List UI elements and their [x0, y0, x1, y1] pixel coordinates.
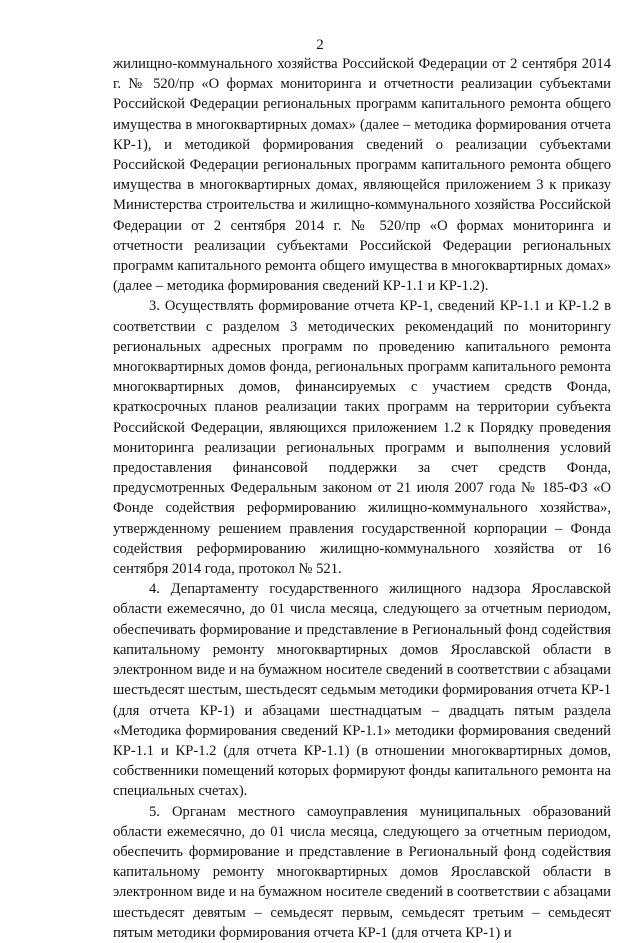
document-body: [113, 54, 611, 943]
paragraph-continuation: жилищно-коммунального хозяйства Российской Федерации от 2 сентября 2014 г. № 520/пр «О формах мониторинга и отчетности реализации субъектами Российской Федерации региональных программ капитального ремонта общего имущества в многоквартирных домах» (далее – методика формирования отчета КР-1), и методикой формирования сведений о реализации субъектами Российской Федерации региональных программ капитального ремонта общего имущества в многоквартирных домах, являющейся приложением 3 к приказу Министерства строительства и жилищно-коммунального хозяйства Российской Федерации от 2 сентября 2014 г. № 520/пр «О формах мониторинга и отчетности реализации субъектами Российской Федерации региональных программ капитального ремонта общего имущества в многоквартирных домах» (далее – методика формирования сведений КР-1.1 и КР-1.2).: [113, 56, 611, 295]
paragraph-item-4: 4. Департаменту государственного жилищного надзора Ярославской области ежемесячно, до 01 числа месяца, следующего за отчетным периодом, обеспечивать формирование и представление в Региональный фонд содействия капитальному ремонту многоквартирных домов Ярославской области в электронном виде и на бумажном носителе сведений в соответствии с абзацами шестьдесят шестым, шестьдесят седьмым методики формирования отчета КР-1 (для отчета КР-1) и абзацами шестнадцатым – двадцать пятым раздела «Методика формирования сведений КР-1.1» методики формирования сведений КР-1.1 и КР-1.2 (для отчета КР-1.1) (в отношении многоквартирных домов, собственники помещений которых формируют фонды капитального ремонта на специальных счетах).: [113, 581, 611, 800]
page-number: 2: [316, 37, 324, 53]
paragraph-item-3: 3. Осуществлять формирование отчета КР-1, сведений КР-1.1 и КР-1.2 в соответствии с разделом 3 методических рекомендаций по мониторингу региональных адресных программ по проведению капитального ремонта многоквартирных домов фонда, региональных программ капитального ремонта многоквартирных домов, финансируемых с участием средств Фонда, краткосрочных планов реализации таких программ на территории субъекта Российской Федерации, являющихся приложением 1.2 к Порядку проведения мониторинга реализации региональных программ и выполнения условий предоставления финансовой поддержки за счет средств Фонда, предусмотренных Федеральным законом от 21 июля 2007 года № 185-ФЗ «О Фонде содействия реформированию жилищно-коммунального хозяйства», утвержденному решением правления государственной корпорации – Фонда содействия реформированию жилищно-коммунального хозяйства от 16 сентября 2014 года, протокол № 521.: [113, 298, 611, 578]
paragraph-item-5: 5. Органам местного самоуправления муниципальных образований области ежемесячно, до 01 числа месяца, следующего за отчетным периодом, обеспечить формирование и представление в Региональный фонд содействия капитальному ремонту многоквартирных домов Ярославской области в электронном виде и на бумажном носителе сведений в соответствии с абзацами шестьдесят девятым – семьдесят первым, семьдесят третьим – семьдесят пятым методики формирования отчета КР-1 (для отчета КР-1) и: [113, 803, 611, 941]
